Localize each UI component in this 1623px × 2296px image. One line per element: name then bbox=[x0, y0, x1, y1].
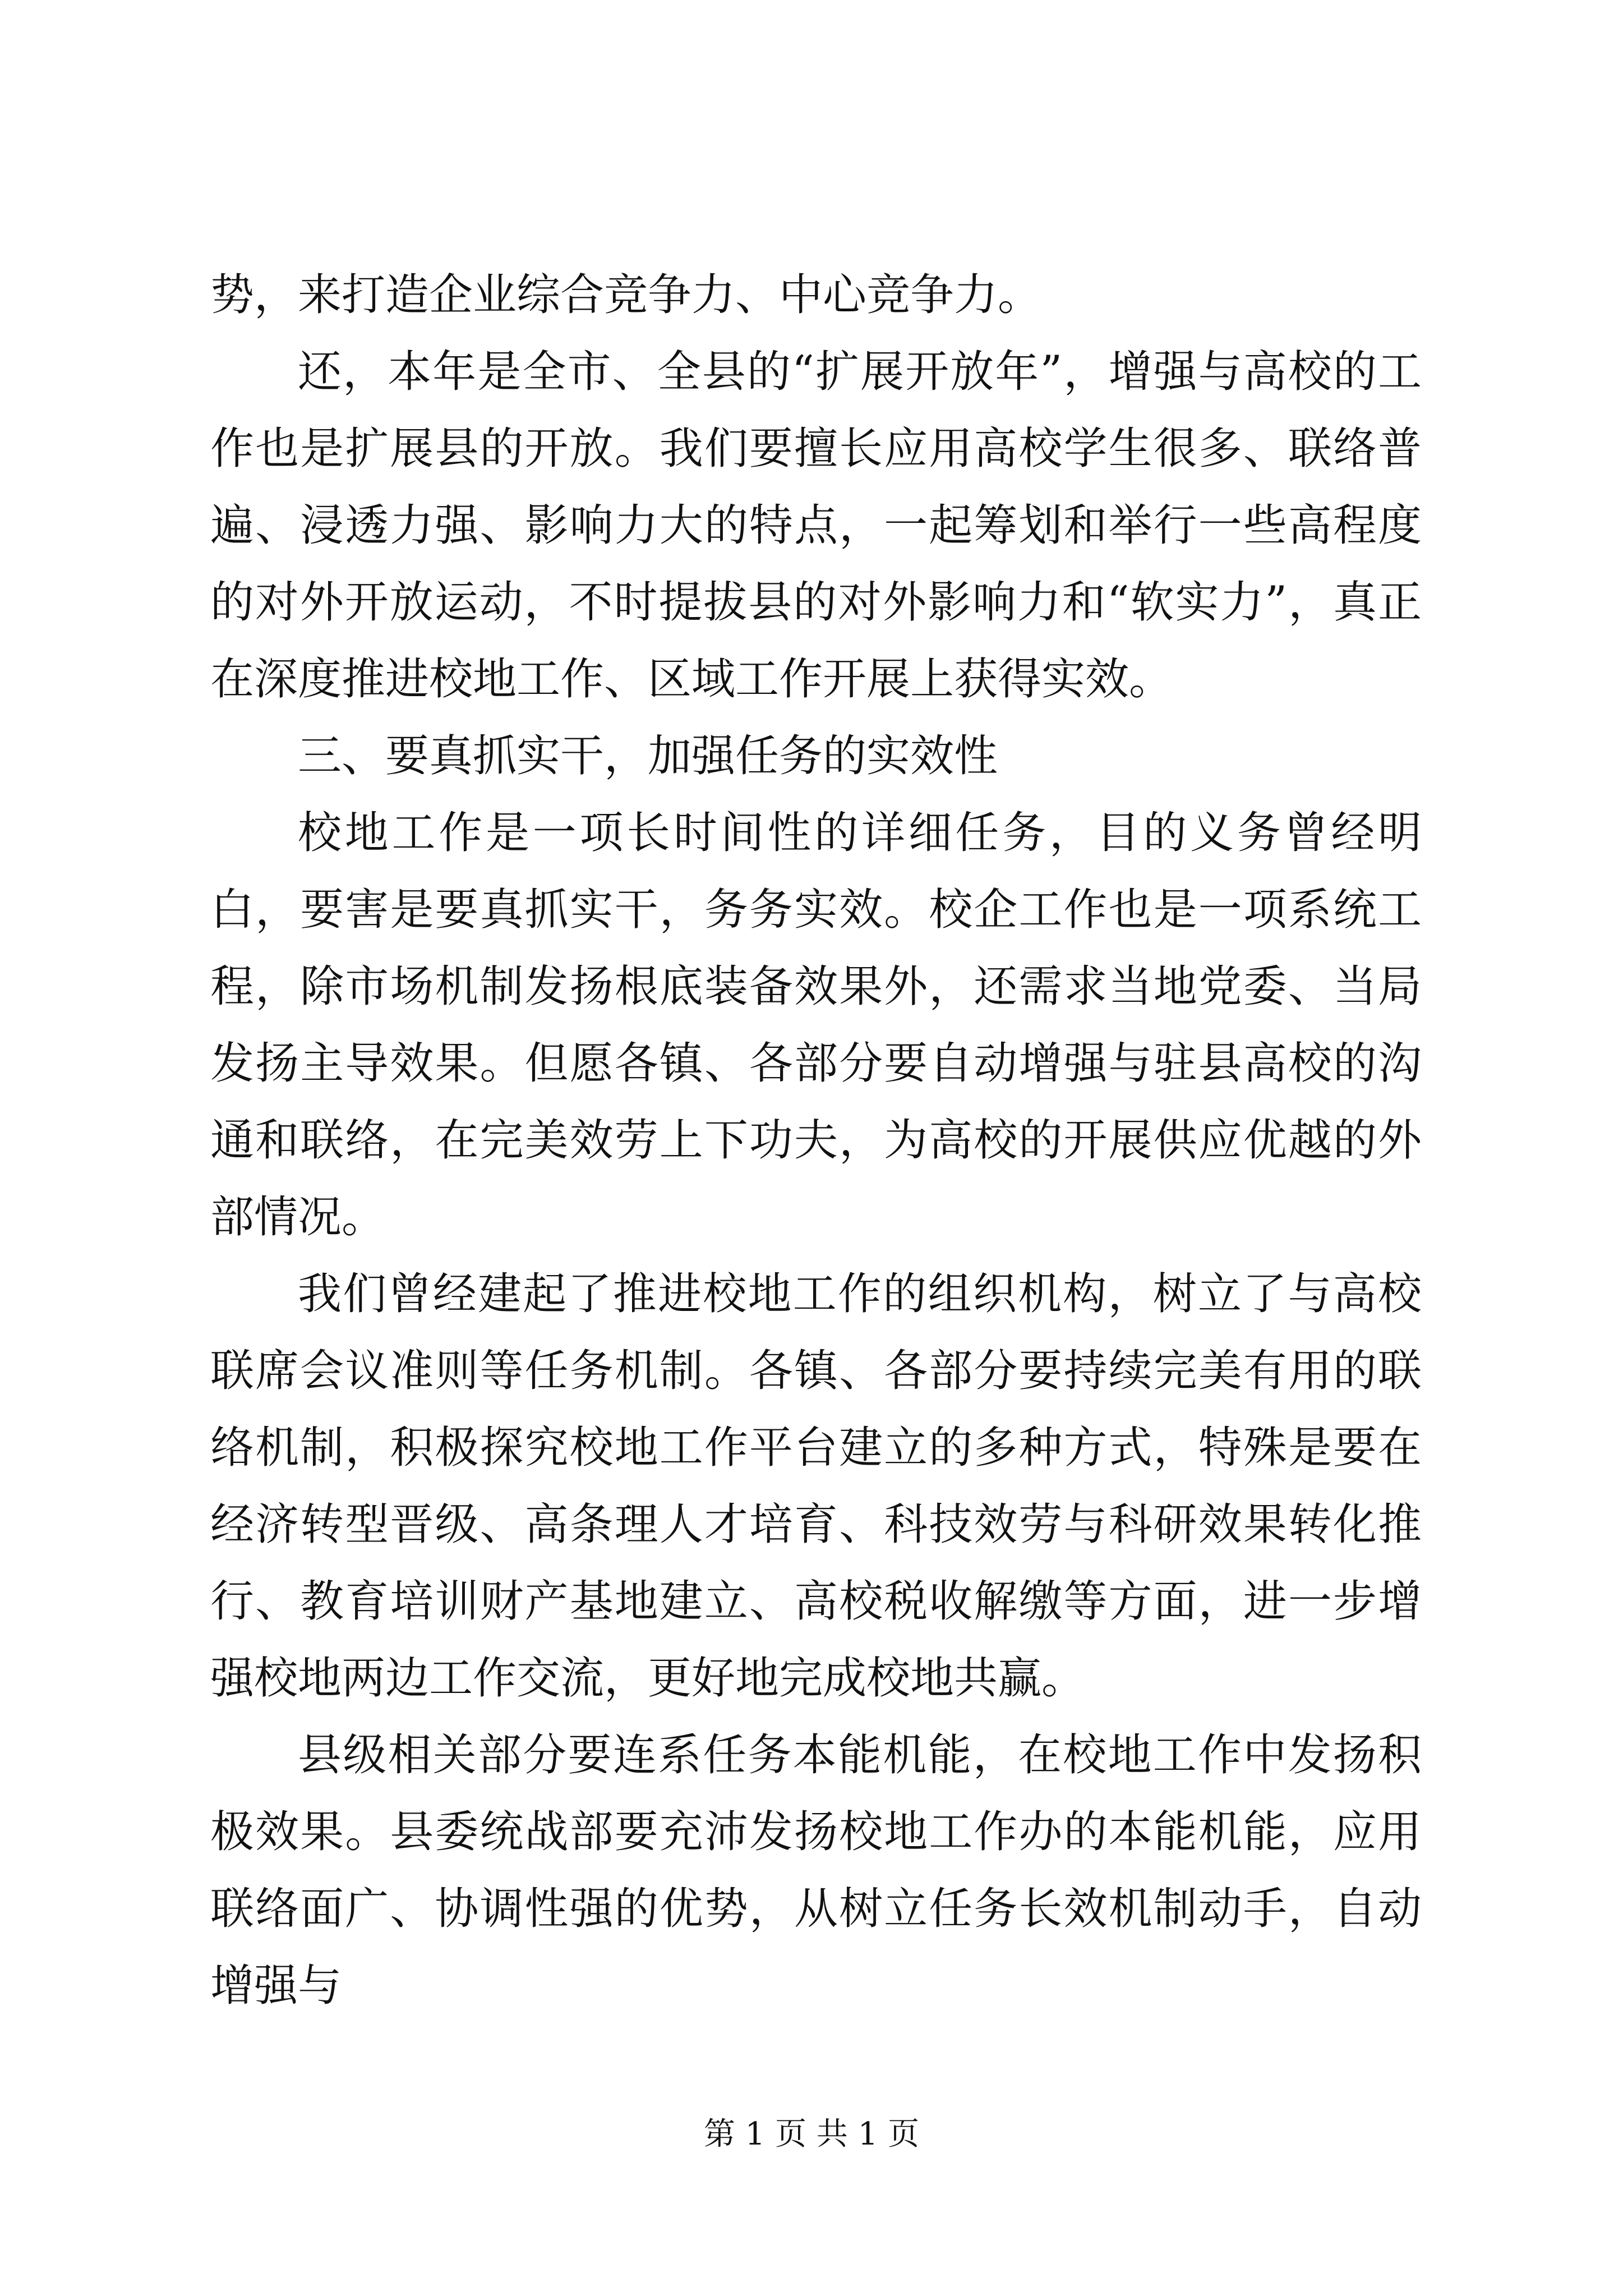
section-heading-three: 三、要真抓实干，加强任务的实效性 bbox=[298, 731, 998, 781]
document-body bbox=[210, 257, 1422, 2024]
page-number-footer: 第 1 页 共 1 页 bbox=[703, 2116, 920, 2152]
paragraph-expansion-year: 还，本年是全市、全县的“扩展开放年”，增强与高校的工作也是扩展县的开放。我们要擅长应用高校学生很多、联络普遍、浸透力强、影响力大的特点，一起筹划和举行一些高程度的对外开放运动，不时提拔县的对外影响力和“软实力”，真正在深度推进校地工作、区域工作开展上获得实效。 bbox=[210, 347, 1422, 705]
paragraph-continuation: 势，来打造企业综合竞争力、中心竞争力。 bbox=[210, 270, 1042, 320]
paragraph-practical-work: 校地工作是一项长时间性的详细任务，目的义务曾经明白，要害是要真抓实干，务务实效。校企工作也是一项系统工程，除市场机制发扬根底装备效果外，还需求当地党委、当局发扬主导效果。但愿各镇、各部分要自动增强与驻县高校的沟通和联络，在完美效劳上下功夫，为高校的开展供应优越的外部情况。 bbox=[210, 808, 1422, 1243]
paragraph-mechanism: 我们曾经建起了推进校地工作的组织机构，树立了与高校联席会议准则等任务机制。各镇、各部分要持续完美有用的联络机制，积极探究校地工作平台建立的多种方式，特殊是要在经济转型晋级、高条理人才培育、科技效劳与科研效果转化推行、教育培训财产基地建立、高校税收解缴等方面，进一步增强校地两边工作交流，更好地完成校地共赢。 bbox=[210, 1269, 1422, 1704]
paragraph-county-departments: 县级相关部分要连系任务本能机能，在校地工作中发扬积极效果。县委统战部要充沛发扬校地工作办的本能机能，应用联络面广、协调性强的优势，从树立任务长效机制动手，自动增强与 bbox=[210, 1730, 1422, 2011]
